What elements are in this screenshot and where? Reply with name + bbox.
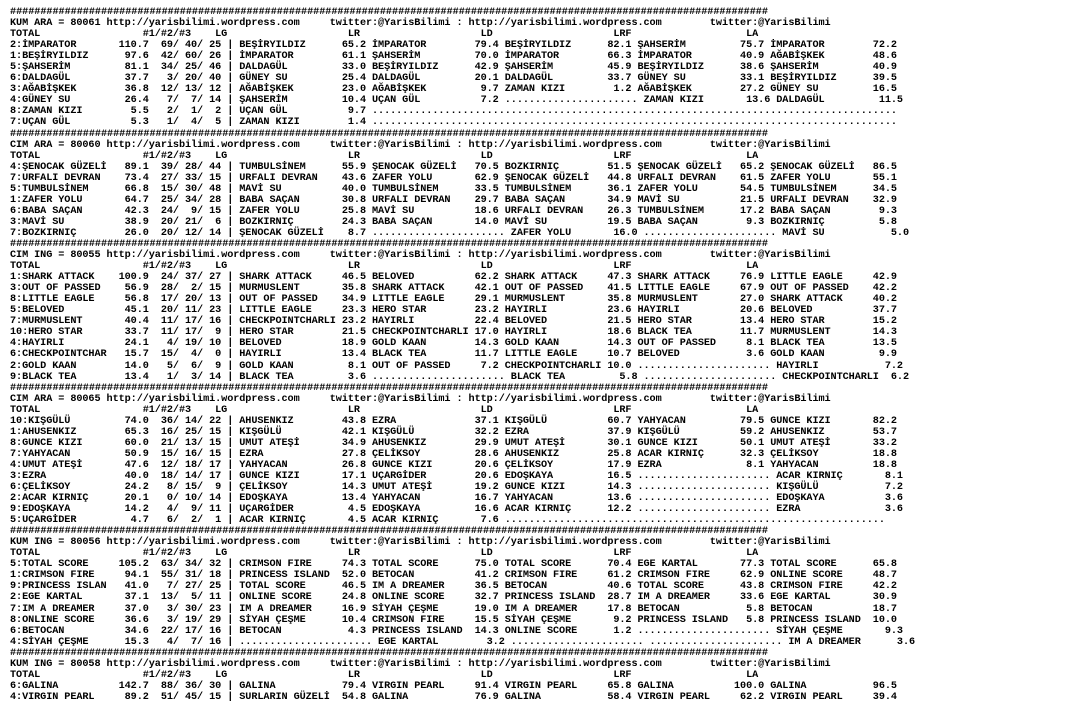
result-row: 7:UÇAN GÜL 5.3 1/ 4/ 5 | ZAMAN KIZI 1.4 ....................................................................................... bbox=[10, 117, 897, 129]
race-header[interactable]: KUM ARA = 80061 http://yarisbilimi.wordpress.com twitter:@YarisBilimi : http://yarisbilimi.wordpress.com twitter:@YarisBilimi bbox=[10, 18, 831, 30]
result-row: 7:URFALI DEVRAN 73.4 27/ 33/ 15 | URFALI DEVRAN 43.6 ZAFER YOLU 62.9 ŞENOCAK GÜZELİ 44.8 URFALI DEVRAN 61.5 ZAFER YOLU 55.1 bbox=[10, 172, 897, 184]
result-row: 2:EGE KARTAL 37.1 13/ 5/ 11 | ONLINE SCORE 24.8 ONLINE SCORE 32.7 PRINCESS ISLAND 28.7 IM A DREAMER 33.6 EGE KARTAL 30.9 bbox=[10, 592, 897, 604]
result-row: 4:ŞENOCAK GÜZELİ 89.1 39/ 28/ 44 | TUMBULSİNEM 55.9 ŞENOCAK GÜZELİ 70.5 BOZKIRNIÇ 51.5 ŞENOCAK GÜZELİ 65.2 ŞENOCAK GÜZELİ 86.5 bbox=[10, 161, 897, 173]
result-row: 9:PRINCESS ISLAN 41.0 7/ 27/ 25 | TOTAL SCORE 46.5 IM A DREAMER 36.5 BETOCAN 40.6 TOTAL SCORE 43.8 CRIMSON FIRE 42.2 bbox=[10, 581, 897, 593]
result-row: 1:ZAFER YOLU 64.7 25/ 34/ 28 | BABA SAÇAN 30.8 URFALI DEVRAN 29.7 BABA SAÇAN 34.9 MAVİ SU 21.5 URFALI DEVRAN 32.9 bbox=[10, 194, 897, 206]
result-row: 8:LITTLE EAGLE 56.8 17/ 20/ 13 | OUT OF PASSED 34.9 LITTLE EAGLE 29.1 MURMUSLENT 35.8 MURMUSLENT 27.0 SHARK ATTACK 40.2 bbox=[10, 294, 897, 306]
result-row: 6:BABA SAÇAN 42.3 24/ 9/ 15 | ZAFER YOLU 25.8 MAVİ SU 18.6 URFALI DEVRAN 26.3 TUMBULSİNEM 17.2 BABA SAÇAN 9.3 bbox=[10, 205, 897, 217]
race-header[interactable]: CIM ARA = 80065 http://yarisbilimi.wordpress.com twitter:@YarisBilimi : http://yarisbilimi.wordpress.com twitter:@YarisBilimi bbox=[10, 393, 831, 405]
result-row: 2:GOLD KAAN 14.0 5/ 6/ 9 | GOLD KAAN 8.1 OUT OF PASSED 7.2 CHECKPOINTCHARLI 10.0 ...................... HAYIRLI 7.2 bbox=[10, 360, 903, 372]
result-row: 10:HERO STAR 33.7 11/ 17/ 9 | HERO STAR 21.5 CHECKPOINTCHARLI 17.0 HAYIRLI 18.6 BLACK TEA 11.7 MURMUSLENT 14.3 bbox=[10, 327, 897, 339]
result-row: 7:MURMUSLENT 40.4 11/ 17/ 16 | CHECKPOINTCHARLI 23.2 HAYIRLI 22.4 BELOVED 21.5 HERO STAR 13.4 HERO STAR 15.2 bbox=[10, 316, 897, 328]
result-row: 9:EDOŞKAYA 14.2 4/ 9/ 11 | UÇARGİDER 4.5 EDOŞKAYA 16.6 ACAR KIRNIÇ 12.2 ...................... EZRA 3.6 bbox=[10, 504, 903, 516]
column-headers: TOTAL #1/#2/#3 LG LR LD LRF LA bbox=[10, 150, 759, 162]
race-header[interactable]: KUM ING = 80058 http://yarisbilimi.wordpress.com twitter:@YarisBilimi : http://yarisbilimi.wordpress.com twitter:@YarisBilimi bbox=[10, 658, 831, 670]
result-row: 7:IM A DREAMER 37.0 3/ 30/ 23 | IM A DREAMER 16.9 SİYAH ÇEŞME 19.0 IM A DREAMER 17.8 BETOCAN 5.8 BETOCAN 18.7 bbox=[10, 603, 897, 615]
result-row: 1:AHUSENKIZ 65.3 16/ 25/ 15 | KIŞGÜLÜ 42.1 KIŞGÜLÜ 32.2 EZRA 37.9 KIŞGÜLÜ 59.2 AHUSENKIZ 53.7 bbox=[10, 426, 897, 438]
result-row: 6:GALINA 142.7 88/ 36/ 30 | GALINA 79.4 VIRGIN PEARL 91.4 VIRGIN PEARL 65.8 GALINA 100.0 GALINA 96.5 bbox=[10, 680, 897, 692]
separator-line: ############################################################################################################################# bbox=[10, 647, 768, 659]
column-headers: TOTAL #1/#2/#3 LG LR LD LRF LA bbox=[10, 669, 759, 681]
result-row: 2:ACAR KIRNIÇ 20.1 0/ 10/ 14 | EDOŞKAYA 13.4 YAHYACAN 16.7 YAHYACAN 13.6 ...................... EDOŞKAYA 3.6 bbox=[10, 493, 903, 505]
race-header[interactable]: CIM ARA = 80060 http://yarisbilimi.wordpress.com twitter:@YarisBilimi : http://yarisbilimi.wordpress.com twitter:@YarisBilimi bbox=[10, 139, 831, 151]
result-row: 7:BOZKIRNIÇ 26.0 20/ 12/ 14 | ŞENOCAK GÜZELİ 8.7 ...................... ZAFER YOLU 16.0 ...................... MAVİ SU 5.0 bbox=[10, 227, 909, 239]
result-row: 5:UÇARGİDER 4.7 6/ 2/ 1 | ACAR KIRNIÇ 4.5 ACAR KIRNIÇ 7.6 ............................................................... bbox=[10, 515, 885, 527]
result-row: 4:UMUT ATEŞİ 47.6 12/ 18/ 17 | YAHYACAN 26.8 GUNCE KIZI 20.6 ÇELİKSOY 17.9 EZRA 8.1 YAHYACAN 18.8 bbox=[10, 459, 897, 471]
result-row: 9:BLACK TEA 13.4 1/ 3/ 14 | BLACK TEA 3.6 ...................... BLACK TEA 5.8 ...................... CHECKPOINTCHARLI 6.2 bbox=[10, 371, 909, 383]
result-row: 5:BELOVED 45.1 20/ 11/ 23 | LITTLE EAGLE 23.3 HERO STAR 23.2 HAYIRLI 23.6 HAYIRLI 20.6 BELOVED 37.7 bbox=[10, 305, 897, 317]
result-row: 8:ONLINE SCORE 36.6 3/ 19/ 29 | SİYAH ÇEŞME 10.4 CRIMSON FIRE 15.5 SİYAH ÇEŞME 9.2 PRINCESS ISLAND 5.8 PRINCESS ISLAND 10.0 bbox=[10, 614, 897, 626]
result-row: 3:OUT OF PASSED 56.9 28/ 2/ 15 | MURMUSLENT 35.8 SHARK ATTACK 42.1 OUT OF PASSED 41.5 LITTLE EAGLE 67.9 OUT OF PASSED 42.2 bbox=[10, 283, 897, 295]
result-row: 4:SİYAH ÇEŞME 15.3 4/ 7/ 16 | ...................... EGE KARTAL 3.2 ...................... ...................... IM A DREAMER 3.6 bbox=[10, 636, 916, 648]
results-document bbox=[10, 7, 915, 703]
result-row: 1:BEŞİRYILDIZ 97.6 42/ 60/ 26 | İMPARATOR 61.1 ŞAHSERİM 70.0 İMPARATOR 66.3 İMPARATOR 40.9 AĞABİŞKEK 48.6 bbox=[10, 51, 897, 63]
result-row: 1:SHARK ATTACK 100.9 24/ 37/ 27 | SHARK ATTACK 46.5 BELOVED 62.2 SHARK ATTACK 47.3 SHARK ATTACK 76.9 LITTLE EAGLE 42.9 bbox=[10, 272, 897, 284]
result-row: 8:ZAMAN KIZI 5.5 2/ 1/ 2 | UÇAN GÜL 9.7 ....................................................................................... bbox=[10, 106, 897, 118]
result-row: 3:AĞABİŞKEK 36.8 12/ 13/ 12 | AĞABİŞKEK 23.0 AĞABİŞKEK 9.7 ZAMAN KIZI 1.2 AĞABİŞKEK 27.2 GÜNEY SU 16.5 bbox=[10, 84, 897, 96]
separator-line: ############################################################################################################################# bbox=[10, 7, 768, 18]
race-header[interactable]: CIM ING = 80055 http://yarisbilimi.wordpress.com twitter:@YarisBilimi : http://yarisbilimi.wordpress.com twitter:@YarisBilimi bbox=[10, 250, 831, 262]
result-row: 6:BETOCAN 34.6 22/ 17/ 16 | BETOCAN 4.3 PRINCESS ISLAND 14.3 ONLINE SCORE 1.2 ...................... SİYAH ÇEŞME 9.3 bbox=[10, 625, 903, 637]
result-row: 2:İMPARATOR 110.7 69/ 40/ 25 | BEŞİRYILDIZ 65.2 İMPARATOR 79.4 BEŞİRYILDIZ 82.1 ŞAHSERİM 75.7 İMPARATOR 72.2 bbox=[10, 40, 897, 52]
separator-line: ############################################################################################################################# bbox=[10, 382, 768, 394]
result-row: 3:MAVİ SU 38.9 20/ 21/ 6 | BOZKIRNIÇ 24.3 BABA SAÇAN 14.0 MAVİ SU 19.5 BABA SAÇAN 9.3 BOZKIRNIÇ 5.8 bbox=[10, 216, 897, 228]
column-headers: TOTAL #1/#2/#3 LG LR LD LRF LA bbox=[10, 548, 759, 560]
result-row: 5:TOTAL SCORE 105.2 63/ 34/ 32 | CRIMSON FIRE 74.3 TOTAL SCORE 75.0 TOTAL SCORE 70.4 EGE KARTAL 77.3 TOTAL SCORE 65.8 bbox=[10, 559, 897, 571]
result-row: 6:ÇELİKSOY 24.2 8/ 15/ 9 | ÇELİKSOY 14.3 UMUT ATEŞİ 19.2 GUNCE KIZI 14.3 ...................... KIŞGÜLÜ 7.2 bbox=[10, 482, 903, 494]
result-row: 6:CHECKPOINTCHAR 15.7 15/ 4/ 0 | HAYIRLI 13.4 BLACK TEA 11.7 LITTLE EAGLE 10.7 BELOVED 3.6 GOLD KAAN 9.9 bbox=[10, 349, 897, 361]
separator-line: ############################################################################################################################# bbox=[10, 526, 768, 538]
result-row: 10:KIŞGÜLÜ 74.0 36/ 14/ 22 | AHUSENKIZ 43.8 EZRA 37.1 KIŞGÜLÜ 60.7 YAHYACAN 79.5 GUNCE KIZI 82.2 bbox=[10, 415, 897, 427]
result-row: 4:HAYIRLI 24.1 4/ 19/ 10 | BELOVED 18.9 GOLD KAAN 14.3 GOLD KAAN 14.3 OUT OF PASSED 8.1 BLACK TEA 13.5 bbox=[10, 338, 897, 350]
result-row: 8:GUNCE KIZI 60.0 21/ 13/ 15 | UMUT ATEŞİ 34.9 AHUSENKIZ 29.9 UMUT ATEŞİ 30.1 GUNCE KIZI 50.1 UMUT ATEŞİ 33.2 bbox=[10, 437, 897, 449]
separator-line: ############################################################################################################################# bbox=[10, 238, 768, 250]
result-row: 4:GÜNEY SU 26.4 7/ 7/ 14 | ŞAHSERİM 10.4 UÇAN GÜL 7.2 ...................... ZAMAN KIZI 13.6 DALDAGÜL 11.5 bbox=[10, 95, 903, 107]
separator-line: ############################################################################################################################# bbox=[10, 128, 768, 140]
column-headers: TOTAL #1/#2/#3 LG LR LD LRF LA bbox=[10, 29, 759, 41]
race-header[interactable]: KUM ING = 80056 http://yarisbilimi.wordpress.com twitter:@YarisBilimi : http://yarisbilimi.wordpress.com twitter:@YarisBilimi bbox=[10, 537, 831, 549]
result-row: 4:VIRGIN PEARL 89.2 51/ 45/ 15 | SURLARIN GÜZELİ 54.8 GALINA 76.9 GALINA 58.4 VIRGIN PEARL 62.2 VIRGIN PEARL 39.4 bbox=[10, 691, 897, 703]
result-row: 5:TUMBULSİNEM 66.8 15/ 30/ 48 | MAVİ SU 40.0 TUMBULSİNEM 33.5 TUMBULSİNEM 36.1 ZAFER YOLU 54.5 TUMBULSİNEM 34.5 bbox=[10, 183, 897, 195]
result-row: 5:ŞAHSERİM 81.1 34/ 25/ 46 | DALDAGÜL 33.0 BEŞİRYILDIZ 42.9 ŞAHSERİM 45.9 BEŞİRYILDIZ 38.6 ŞAHSERİM 40.9 bbox=[10, 62, 897, 74]
column-headers: TOTAL #1/#2/#3 LG LR LD LRF LA bbox=[10, 261, 759, 273]
result-row: 7:YAHYACAN 50.9 15/ 16/ 15 | EZRA 27.8 ÇELİKSOY 28.6 AHUSENKIZ 25.8 ACAR KIRNIÇ 32.3 ÇELİKSOY 18.8 bbox=[10, 448, 897, 460]
result-row: 6:DALDAGÜL 37.7 3/ 20/ 40 | GÜNEY SU 25.4 DALDAGÜL 20.1 DALDAGÜL 33.7 GÜNEY SU 33.1 BEŞİRYILDIZ 39.5 bbox=[10, 73, 897, 85]
result-row: 3:EZRA 40.0 18/ 14/ 17 | GUNCE KIZI 17.1 UÇARGİDER 20.6 EDOŞKAYA 16.5 ...................... ACAR KIRNIÇ 8.1 bbox=[10, 470, 903, 482]
column-headers: TOTAL #1/#2/#3 LG LR LD LRF LA bbox=[10, 404, 759, 416]
result-row: 1:CRIMSON FIRE 94.1 55/ 31/ 18 | PRINCESS ISLAND 52.0 BETOCAN 41.2 CRIMSON FIRE 61.2 CRIMSON FIRE 62.9 ONLINE SCORE 48.7 bbox=[10, 570, 897, 582]
